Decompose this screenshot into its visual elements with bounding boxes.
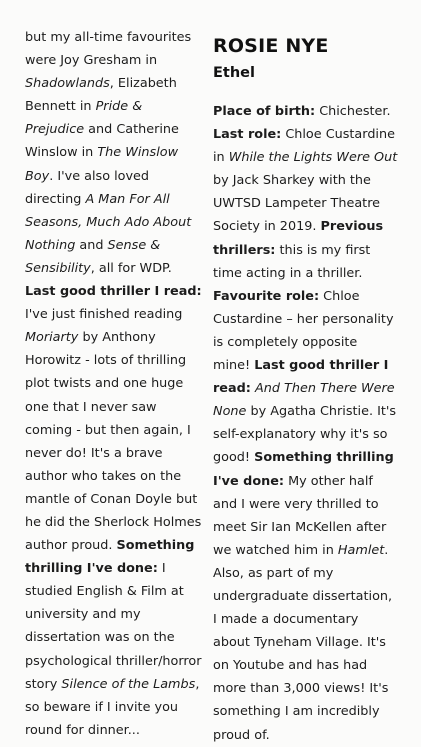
left-column: [25, 26, 204, 742]
body-text: , all for WDP.: [90, 260, 172, 276]
body-text: . Also, as part of my undergraduate dissertation, I made a documentary about Tyneham Village. It's on Youtube and has had more than 3,000 views! It's something I am incredibly proud of.: [213, 542, 393, 743]
italic-title-text: Hamlet: [337, 542, 385, 558]
body-text: I studied English & Film at university and my dissertation was on the psychological thriller/horror story: [25, 561, 202, 692]
left-column-text: [25, 26, 204, 742]
body-text: by Anthony Horowitz - lots of thrilling plot twists and one huge one that I never saw coming - but then again, I never do! It's a brave author who takes on the mantle of Conan Doyle but he did the Sherlock Holmes author proud.: [25, 330, 202, 554]
body-text: My other half and I were very thrilled to meet Sir Ian McKellen after we watched him in: [213, 473, 387, 558]
body-text: and Catherine Winslow in: [25, 122, 179, 161]
body-text: Chichester.: [315, 104, 391, 119]
italic-title-text: Moriarty: [25, 330, 79, 346]
right-column-text: [213, 100, 398, 747]
italic-title-text: Sense & Sensibility: [25, 237, 161, 276]
body-text: I've just finished reading: [25, 307, 183, 323]
body-text: Chloe Custardine in: [213, 127, 395, 166]
italic-title-text: Pride & Prejudice: [25, 99, 143, 138]
cast-member-role: Ethel: [213, 65, 255, 81]
body-text: . I've also loved directing: [25, 168, 150, 207]
bold-heading-text: Favourite role:: [213, 288, 320, 304]
bold-heading-text: Something thrilling I've done:: [213, 450, 394, 489]
body-text: and: [75, 237, 108, 253]
bold-heading-text: Last good thriller I read:: [213, 358, 389, 397]
body-text: , Elizabeth Bennett in: [25, 76, 177, 115]
bold-heading-text: Last good thriller I read:: [25, 284, 202, 300]
body-text: but my all-time favourites were Joy Gresham in: [25, 30, 192, 69]
italic-title-text: While the Lights Were Out: [228, 150, 398, 166]
italic-title-text: A Man For All Seasons, Much Ado About Nothing: [25, 191, 192, 253]
body-text: this is my first time acting in a thriller.: [213, 242, 371, 281]
body-text: by Agatha Christie. It's self-explanatory why it's so good!: [213, 404, 397, 466]
italic-title-text: Silence of the Lambs: [61, 676, 196, 692]
body-text: , so beware if I invite you round for dinner...: [25, 676, 200, 738]
italic-title-text: And Then There Were None: [213, 381, 395, 420]
right-column: [213, 26, 398, 747]
body-text: by Jack Sharkey with the UWTSD Lampeter Theatre Society in 2019.: [213, 173, 381, 235]
cast-member-name: ROSIE NYE: [213, 35, 329, 57]
body-text: Chloe Custardine – her personality is completely opposite mine!: [213, 288, 394, 374]
bold-heading-text: Previous thrillers:: [213, 219, 384, 258]
italic-title-text: The Winslow Boy: [25, 145, 179, 184]
italic-title-text: Shadowlands: [25, 76, 110, 92]
bold-heading-text: Last role:: [213, 127, 282, 143]
bold-heading-text: Something thrilling I've done:: [25, 538, 195, 577]
bold-heading-text: Place of birth:: [213, 104, 316, 119]
